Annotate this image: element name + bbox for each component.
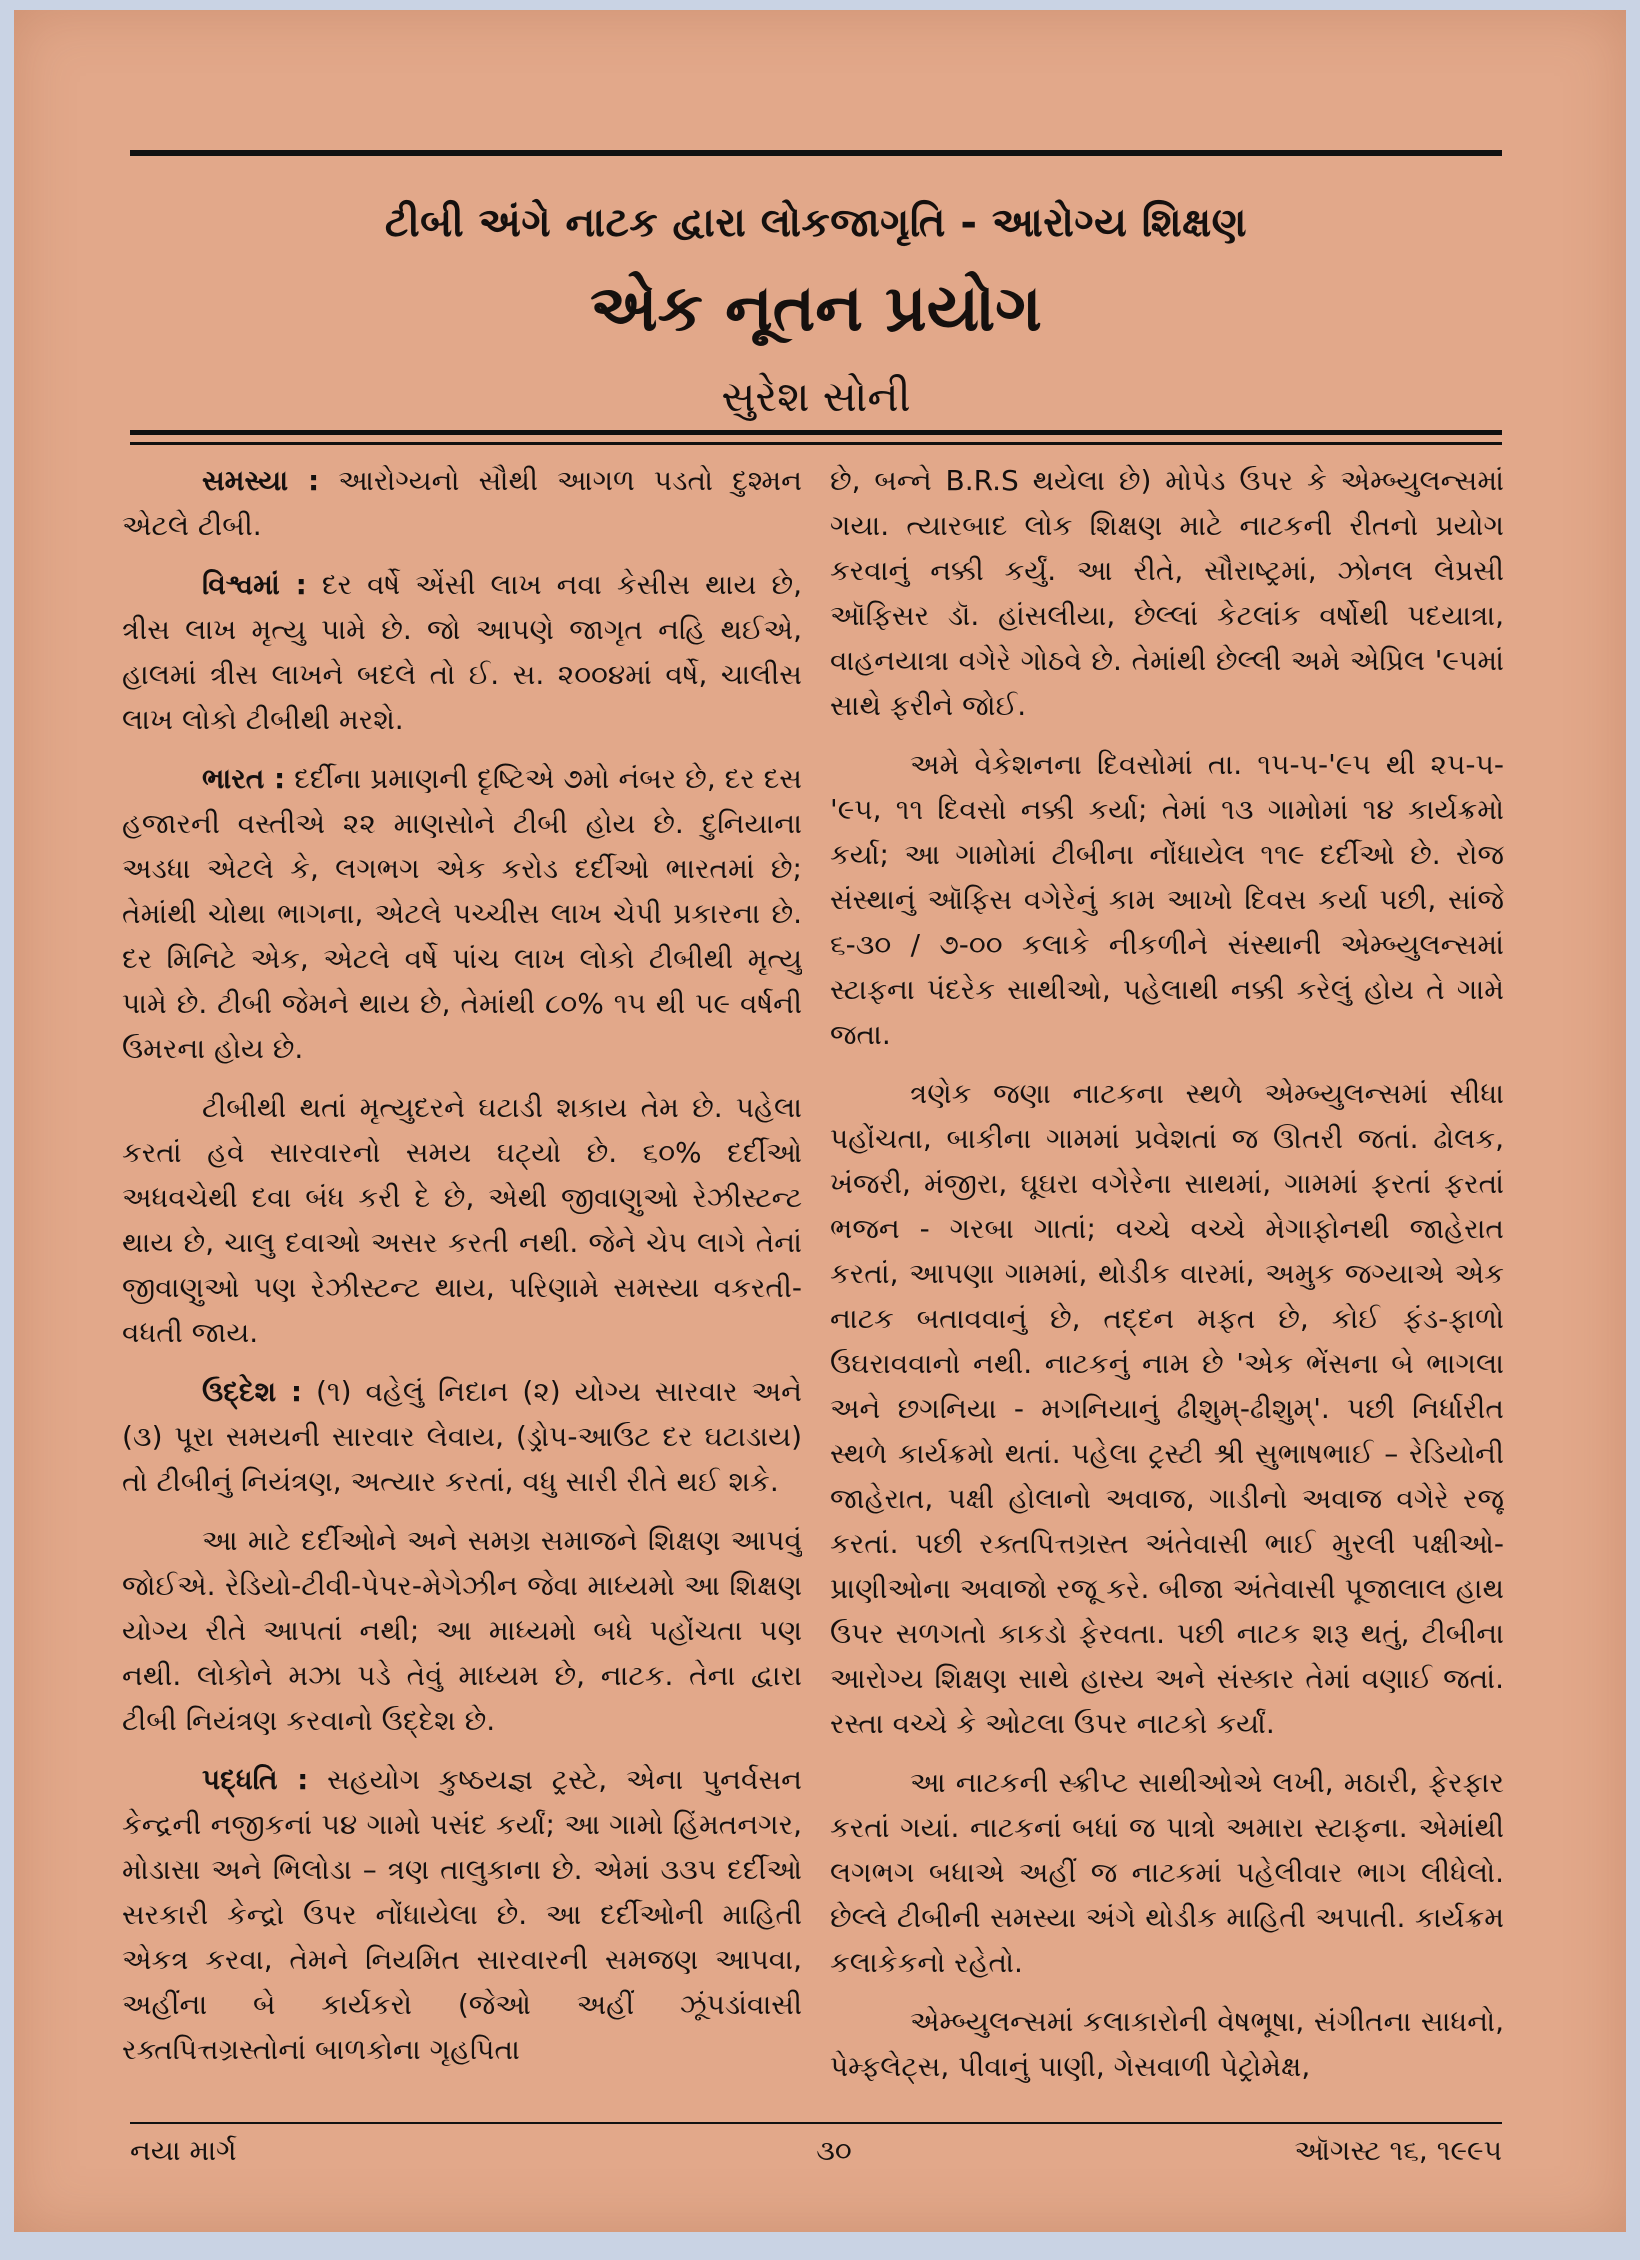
section-label: ઉદ્દેશ : [202, 1375, 303, 1408]
article-kicker: ટીબી અંગે નાટક દ્વારા લોકજાગૃતિ - આરોગ્ય શિક્ષણ [384, 200, 1248, 246]
paragraph-text: દર્દીના પ્રમાણની દૃષ્ટિએ ૭મો નંબર છે, દર દસ હજારની વસ્તીએ ૨૨ માણસોને ટીબી હોય છે. દુનિયાના અડધા એટલે કે, લગભગ એક કરોડ દર્દીઓ ભારતમાં છે; તેમાંથી ચોથા ભાગના, એટલે પચ્ચીસ લાખ ચેપી પ્રકારના છે. દર મિનિટે એક, એટલે વર્ષે પાંચ લાખ લોકો ટીબીથી મૃત્યુ પામે છે. ટીબી જેમને થાય છે, તેમાંથી ૮૦% ૧૫ થી ૫૯ વર્ષની ઉમરના હોય છે. [122, 762, 802, 1065]
paragraph-text: છે, બન્ને B.R.S થયેલા છે) મોપેડ ઉપર કે એમ્બ્યુલન્સમાં ગયા. ત્યારબાદ લોક શિક્ષણ માટે નાટકની રીતનો પ્રયોગ કરવાનું નક્કી કર્યું. આ રીતે, સૌરાષ્ટ્રમાં, ઝોનલ લેપ્રસી ઑફિસર ડૉ. હાંસલીયા, છેલ્લાં કેટલાંક વર્ષોથી પદયાત્રા, વાહનયાત્રા વગેરે ગોઠવે છે. તેમાંથી છેલ્લી અમે એપ્રિલ '૯૫માં સાથે ફરીને જોઈ. [830, 464, 1504, 722]
footer-page-number: ૩૦ [816, 2134, 852, 2167]
paragraph [830, 1999, 1504, 2089]
paragraph [830, 1071, 1504, 1746]
footer-magazine-name: નયા માર્ગ [130, 2134, 237, 2167]
paragraph-text: (૧) વહેલું નિદાન (૨) યોગ્ય સારવાર અને (૩) પૂરા સમયની સારવાર લેવાય, (ડ્રોપ-આઉટ દર ઘટાડાય) તો ટીબીનું નિયંત્રણ, અત્યાર કરતાં, વધુ સારી રીતે થઈ શકે. [122, 1375, 802, 1498]
article-title: એક નૂતન પ્રયોગ [590, 272, 1042, 346]
section-label: ભારત : [202, 762, 286, 795]
article-author: સુરેશ સોની [721, 372, 911, 421]
left-column [122, 458, 802, 2118]
paragraph-text: આ માટે દર્દીઓને અને સમગ્ર સમાજને શિક્ષણ આપવું જોઈએ. રેડિયો-ટીવી-પેપર-મેગેઝીન જેવા માધ્યમો આ શિક્ષણ યોગ્ય રીતે આપતાં નથી; આ માધ્યમો બધે પહોંચતા પણ નથી. લોકોને મઝા પડે તેવું માધ્યમ છે, નાટક. તેના દ્વારા ટીબી નિયંત્રણ કરવાનો ઉદ્દેશ છે. [122, 1524, 802, 1737]
paragraph [122, 1757, 802, 2072]
paragraph-text: એમ્બ્યુલન્સમાં કલાકારોની વેષભૂષા, સંગીતના સાધનો, પેમ્ફલેટ્સ, પીવાનું પાણી, ગેસવાળી પેટ્રોમેક્ષ, [830, 2005, 1504, 2083]
paragraph [122, 458, 802, 548]
section-label: પદ્ધતિ : [202, 1763, 309, 1796]
paragraph-text: અમે વેકેશનના દિવસોમાં તા. ૧૫-૫-'૯૫ થી ૨૫-૫-'૯૫, ૧૧ દિવસો નક્કી કર્યા; તેમાં ૧૩ ગામોમાં ૧૪ કાર્યક્રમો કર્યા; આ ગામોમાં ટીબીના નોંધાયેલ ૧૧૯ દર્દીઓ છે. રોજ સંસ્થાનું ઑફિસ વગેરેનું કામ આખો દિવસ કર્યા પછી, સાંજે ૬-૩૦ / ૭-૦૦ કલાકે નીકળીને સંસ્થાની એમ્બ્યુલન્સમાં સ્ટાફના પંદરેક સાથીઓ, પહેલાથી નક્કી કરેલું હોય તે ગામે જતા. [830, 748, 1504, 1051]
paragraph-text: ટીબીથી થતાં મૃત્યુદરને ઘટાડી શકાય તેમ છે. પહેલા કરતાં હવે સારવારનો સમય ઘટ્યો છે. ૬૦% દર્દીઓ અધવચેથી દવા બંધ કરી દે છે, એથી જીવાણુઓ રેઝીસ્ટન્ટ થાય છે, ચાલુ દવાઓ અસર કરતી નથી. જેને ચેપ લાગે તેનાં જીવાણુઓ પણ રેઝીસ્ટન્ટ થાય, પરિણામે સમસ્યા વકરતી-વધતી જાય. [122, 1091, 802, 1349]
paragraph [830, 458, 1504, 728]
section-label: સમસ્યા : [202, 464, 320, 497]
paragraph [830, 1760, 1504, 1985]
paragraph [122, 562, 802, 742]
paragraph-text: આરોગ્યનો સૌથી આગળ પડતો દુશ્મન એટલે ટીબી. [122, 464, 802, 542]
section-label: વિશ્વમાં : [202, 568, 307, 601]
title-rule-thick [130, 430, 1502, 435]
paragraph [122, 1518, 802, 1743]
paragraph [122, 1369, 802, 1504]
footer-rule [130, 2122, 1502, 2124]
magazine-page [14, 10, 1626, 2232]
paragraph [830, 742, 1504, 1057]
footer-date: ઑગસ્ટ ૧૬, ૧૯૯૫ [1294, 2134, 1502, 2167]
top-rule [130, 150, 1502, 156]
paragraph-text: આ નાટકની સ્ક્રીપ્ટ સાથીઓએ લખી, મઠારી, ફેરફાર કરતાં ગયાં. નાટકનાં બધાં જ પાત્રો અમારા સ્ટાફના. એમાંથી લગભગ બધાએ અહીં જ નાટકમાં પહેલીવાર ભાગ લીધેલો. છેલ્લે ટીબીની સમસ્યા અંગે થોડીક માહિતી અપાતી. કાર્યક્રમ કલાકેકનો રહેતો. [830, 1766, 1504, 1979]
paragraph [122, 1085, 802, 1355]
right-column [830, 458, 1504, 2118]
paragraph [122, 756, 802, 1071]
title-rule-thin [130, 442, 1502, 445]
paragraph-text: સહયોગ કુષ્ઠયજ્ઞ ટ્રસ્ટે, એના પુનર્વસન કેન્દ્રની નજીકનાં ૫૪ ગામો પસંદ કર્યાં; આ ગામો હિંમતનગર, મોડાસા અને ભિલોડા – ત્રણ તાલુકાના છે. એમાં ૩૩૫ દર્દીઓ સરકારી કેન્દ્રો ઉપર નોંધાયેલા છે. આ દર્દીઓની માહિતી એકત્ર કરવા, તેમને નિયમિત સારવારની સમજણ આપવા, અહીંના બે કાર્યકરો (જેઓ અહીં ઝૂંપડાંવાસી રક્તપિત્તગ્રસ્તોનાં બાળકોના ગૃહપિતા [122, 1763, 802, 2066]
paragraph-text: દર વર્ષે એંસી લાખ નવા કેસીસ થાય છે, ત્રીસ લાખ મૃત્યુ પામે છે. જો આપણે જાગૃત નહિ થઈએ, હાલમાં ત્રીસ લાખને બદલે તો ઈ. સ. ૨૦૦૪માં વર્ષે, ચાલીસ લાખ લોકો ટીબીથી મરશે. [122, 568, 802, 736]
paragraph-text: ત્રણેક જણા નાટકના સ્થળે એમ્બ્યુલન્સમાં સીધા પહોંચતા, બાકીના ગામમાં પ્રવેશતાં જ ઊતરી જતાં. ઢોલક, ખંજરી, મંજીરા, ઘૂઘરા વગેરેના સાથમાં, ગામમાં ફરતાં ફરતાં ભજન - ગરબા ગાતાં; વચ્ચે વચ્ચે મેગાફોનથી જાહેરાત કરતાં, આપણા ગામમાં, થોડીક વારમાં, અમુક જગ્યાએ એક નાટક બતાવવાનું છે, તદ્દન મફત છે, કોઈ ફંડ-ફાળો ઉઘરાવવાનો નથી. નાટકનું નામ છે 'એક ભેંસના બે ભાગલા અને છગનિયા - મગનિયાનું ઢીશુમ્-ઢીશુમ્'. પછી નિર્ધારીત સ્થળે કાર્યક્રમો થતાં. પહેલા ટ્રસ્ટી શ્રી સુભાષભાઈ – રેડિયોની જાહેરાત, પક્ષી હોલાનો અવાજ, ગાડીનો અવાજ વગેરે રજૂ કરતાં. પછી રક્તપિત્તગ્રસ્ત અંતેવાસી ભાઈ મુરલી પક્ષીઓ-પ્રાણીઓના અવાજો રજૂ કરે. બીજા અંતેવાસી પૂજાલાલ હાથ ઉપર સળગતો કાકડો ફેરવતા. પછી નાટક શરૂ થતું, ટીબીના આરોગ્ય શિક્ષણ સાથે હાસ્ય અને સંસ્કાર તેમાં વણાઈ જતાં. રસ્તા વચ્ચે કે ઓટલા ઉપર નાટકો કર્યાં. [830, 1077, 1504, 1740]
